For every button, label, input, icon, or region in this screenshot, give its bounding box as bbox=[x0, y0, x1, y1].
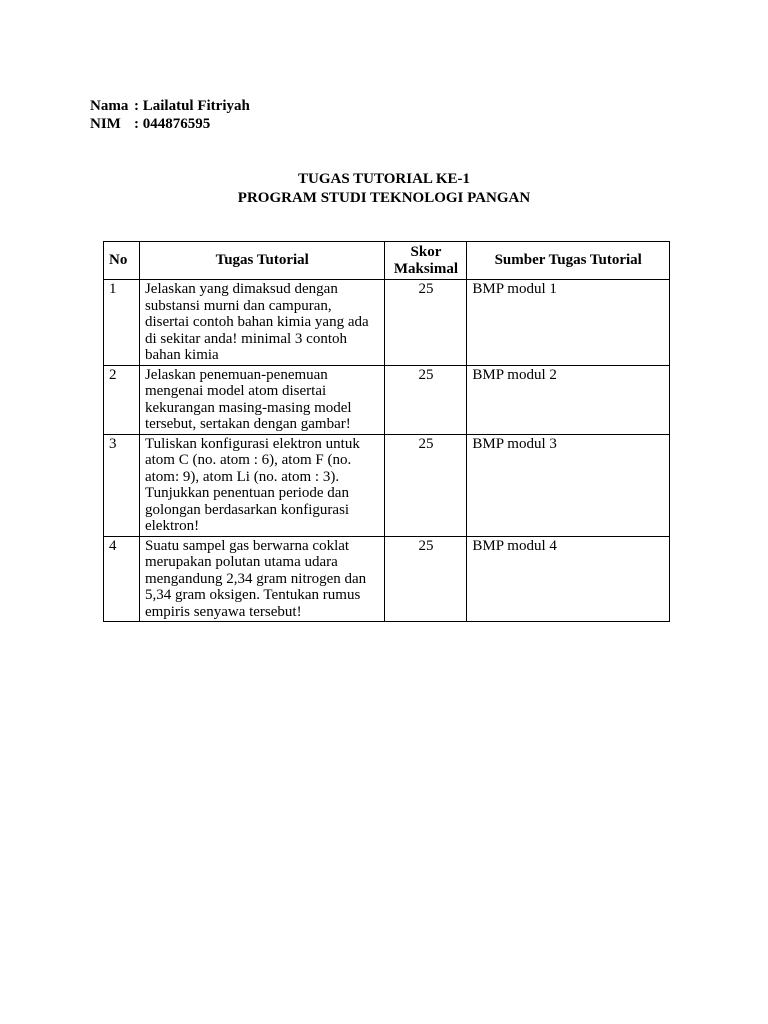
student-name-row bbox=[90, 97, 250, 115]
header-no: No bbox=[104, 242, 140, 280]
student-identity bbox=[90, 97, 250, 133]
row-number: 1 bbox=[104, 280, 140, 366]
row-score: 25 bbox=[385, 365, 467, 434]
row-score: 25 bbox=[385, 536, 467, 622]
row-task: Tuliskan konfigurasi elektron untuk atom C (no. atom : 6), atom F (no. atom: 9), atom Li (no. atom : 3). Tunjukkan penentuan periode dan golongan berdasarkan konfigurasi elektron! bbox=[139, 434, 384, 536]
document-heading bbox=[0, 170, 768, 208]
student-nim-row bbox=[90, 115, 250, 133]
row-source: BMP modul 4 bbox=[467, 536, 670, 622]
row-source: BMP modul 1 bbox=[467, 280, 670, 366]
heading-program: PROGRAM STUDI TEKNOLOGI PANGAN bbox=[237, 190, 531, 206]
table-row bbox=[104, 280, 670, 366]
row-source: BMP modul 3 bbox=[467, 434, 670, 536]
row-number: 4 bbox=[104, 536, 140, 622]
row-number: 3 bbox=[104, 434, 140, 536]
nim-label: NIM bbox=[90, 116, 121, 132]
header-score-line1: Skor bbox=[410, 244, 442, 260]
row-task: Jelaskan yang dimaksud dengan substansi murni dan campuran, disertai contoh bahan kimia yang ada di sekitar anda! minimal 3 contoh bahan kimia bbox=[139, 280, 384, 366]
nim-value: : 044876595 bbox=[134, 116, 211, 132]
table-row bbox=[104, 536, 670, 622]
header-score bbox=[385, 242, 467, 280]
name-value: : Lailatul Fitriyah bbox=[134, 98, 250, 114]
row-source: BMP modul 2 bbox=[467, 365, 670, 434]
row-score: 25 bbox=[385, 280, 467, 366]
row-task: Suatu sampel gas berwarna coklat merupakan polutan utama udara mengandung 2,34 gram nitrogen dan 5,34 gram oksigen. Tentukan rumus empiris senyawa tersebut! bbox=[139, 536, 384, 622]
row-number: 2 bbox=[104, 365, 140, 434]
tutorial-task-table bbox=[103, 241, 670, 622]
name-label: Nama bbox=[90, 98, 129, 114]
header-task: Tugas Tutorial bbox=[139, 242, 384, 280]
heading-title: TUGAS TUTORIAL KE-1 bbox=[298, 171, 470, 187]
table-header-row bbox=[104, 242, 670, 280]
table-row bbox=[104, 434, 670, 536]
header-source: Sumber Tugas Tutorial bbox=[467, 242, 670, 280]
table-row bbox=[104, 365, 670, 434]
row-task: Jelaskan penemuan-penemuan mengenai model atom disertai kekurangan masing-masing model tersebut, sertakan dengan gambar! bbox=[139, 365, 384, 434]
row-score: 25 bbox=[385, 434, 467, 536]
header-score-line2: Maksimal bbox=[393, 260, 459, 277]
